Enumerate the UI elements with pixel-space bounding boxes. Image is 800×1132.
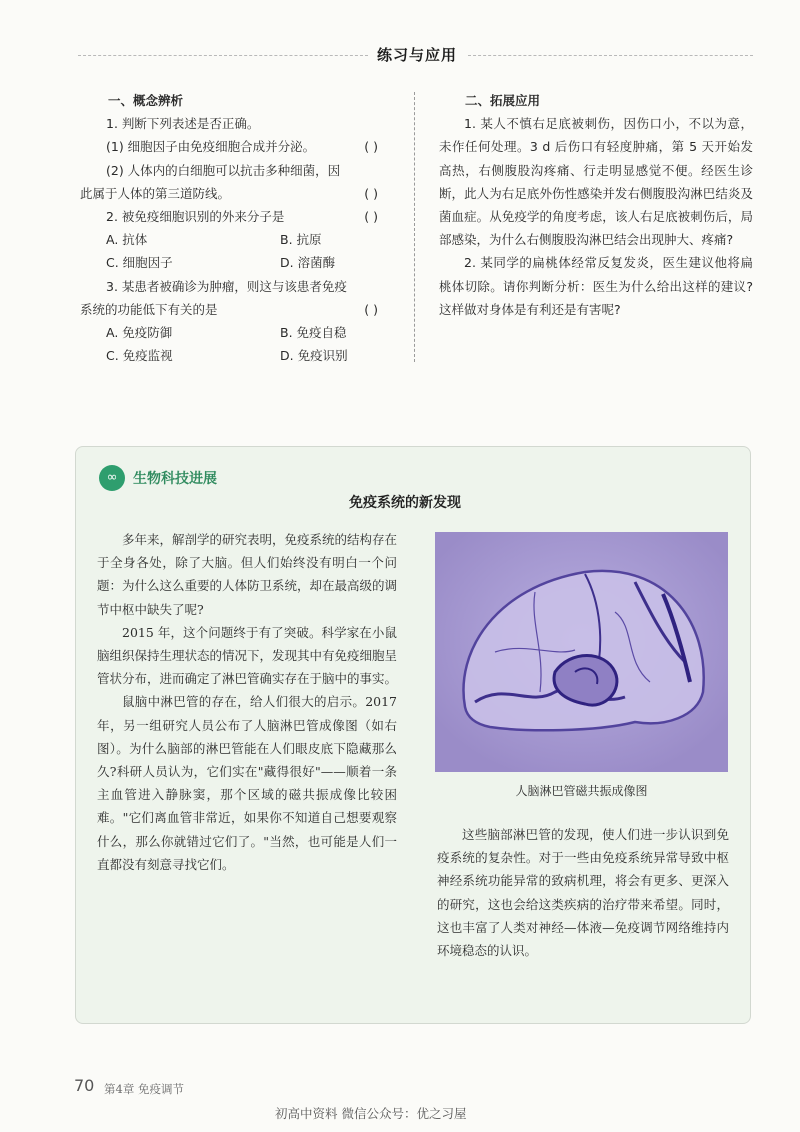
option-c: C. 细胞因子 — [106, 255, 173, 271]
watermark-text: 初高中资料 微信公众号：优之习屋 — [275, 1106, 467, 1121]
answer-bracket: ( ) — [364, 185, 378, 201]
question-1-1 — [80, 135, 400, 158]
option-a: A. 免疫防御 — [106, 324, 173, 340]
answer-bracket: ( ) — [364, 301, 378, 317]
panel-right-text — [437, 823, 729, 962]
question-1-1-text: (1) 细胞因子由免疫细胞合成并分泌。 — [106, 139, 316, 155]
answer-bracket: ( ) — [364, 208, 378, 224]
panel-paragraph: 这些脑部淋巴管的发现，使人们进一步认识到免疫系统的复杂性。对于一些由免疫系统异常导致中枢神经系统功能异常的致病机理，将会有更多、更深入的研究，这也会给这类疾病的治疗带来希望。同时，这也丰富了人类对神经—体液—免疫调节网络维持内环境稳态的认识。 — [437, 827, 729, 959]
brain-mri-illustration — [435, 532, 728, 772]
question-1-2-text: 此属于人体的第三道防线。 — [80, 185, 231, 201]
section-title: 练习与应用 — [370, 44, 464, 65]
biotech-badge-icon: ∞ — [99, 465, 125, 491]
question-1-2-line2 — [80, 182, 400, 205]
question-2-text: 2. 被免疫细胞识别的外来分子是 — [106, 208, 285, 224]
panel-label: 生物科技进展 — [133, 471, 217, 487]
option-c: C. 免疫监视 — [106, 348, 173, 364]
question-3-options-cd — [80, 344, 400, 367]
option-d: D. 溶菌酶 — [280, 255, 336, 271]
concept-exercises — [80, 89, 400, 367]
answer-bracket: ( ) — [364, 139, 378, 155]
header-rule-right — [468, 55, 753, 56]
header-rule-left — [78, 55, 368, 56]
option-d: D. 免疫识别 — [280, 348, 348, 364]
figure-caption: 人脑淋巴管磁共振成像图 — [515, 784, 648, 798]
question-3-line1: 3. 某患者被确诊为肿瘤，则这与该患者免疫 — [106, 278, 347, 294]
brain-lymphatic-mri-image — [435, 532, 728, 772]
question-3-line2 — [80, 298, 400, 321]
panel-paragraph: 鼠脑中淋巴管的存在，给人们很大的启示。2017 年，另一组研究人员公布了人脑淋巴管成像图（如右图）。为什么脑部的淋巴管能在人们眼皮底下隐藏那么久?科研人员认为，它们实在"藏得很好"——顺着一条主血管进入静脉窦，那个区域的磁共振成像比较困难。"它们离血管非常近，如果你不知道自己想要观察什么，那么你就错过它们了。"当然，也可能是人们一直都没有刻意寻找它们。 — [97, 694, 397, 872]
extension-exercises — [439, 89, 753, 321]
question-2-options-cd — [80, 251, 400, 274]
panel-left-text — [97, 528, 397, 876]
extension-question-1: 1. 某人不慎右足底被刺伤，因伤口小，不以为意，未作任何处理。3 d 后伤口有轻度肿痛，第 5 天开始发高热，右侧腹股沟疼痛、行走明显感觉不便。经医生诊断，此人为右足底外伤性感染并发右侧腹股沟淋巴结炎及菌血症。从免疫学的角度考虑，该人右足底被刺伤后，局部感染，为什么右侧腹股沟淋巴结会出现肿大、疼痛? — [439, 116, 753, 248]
concept-heading: 一、概念辨析 — [108, 93, 184, 108]
panel-paragraph: 2015 年，这个问题终于有了突破。科学家在小鼠脑组织保持生理状态的情况下，发现其中有免疫细胞呈管状分布，进而确定了淋巴管确实存在于脑中的事实。 — [97, 624, 398, 687]
option-b: B. 免疫自稳 — [280, 324, 347, 340]
panel-paragraph: 多年来，解剖学的研究表明，免疫系统的结构存在于全身各处，除了大脑。但人们始终没有明白一个问题：为什么这么重要的人体防卫系统，却在最高级的调节中枢中缺失了呢? — [97, 532, 398, 617]
panel-title: 免疫系统的新发现 — [349, 495, 461, 511]
page-number: 70 — [74, 1076, 95, 1095]
question-1: 1. 判断下列表述是否正确。 — [106, 116, 260, 132]
extension-heading: 二、拓展应用 — [465, 93, 541, 108]
question-2-options-ab — [80, 228, 400, 251]
question-1-2-line1: (2) 人体内的白细胞可以抗击多种细菌，因 — [106, 162, 341, 178]
extension-question-2: 2. 某同学的扁桃体经常反复发炎，医生建议他将扁桃体切除。请你判断分析：医生为什么给出这样的建议?这样做对身体是有利还是有害呢? — [439, 255, 753, 317]
option-a: A. 抗体 — [106, 232, 148, 248]
column-divider — [414, 92, 415, 362]
option-b: B. 抗原 — [280, 232, 322, 248]
chapter-label: 第4章 免疫调节 — [104, 1082, 184, 1096]
question-2 — [80, 205, 400, 228]
question-3-text: 系统的功能低下有关的是 — [80, 301, 218, 317]
question-3-options-ab — [80, 321, 400, 344]
